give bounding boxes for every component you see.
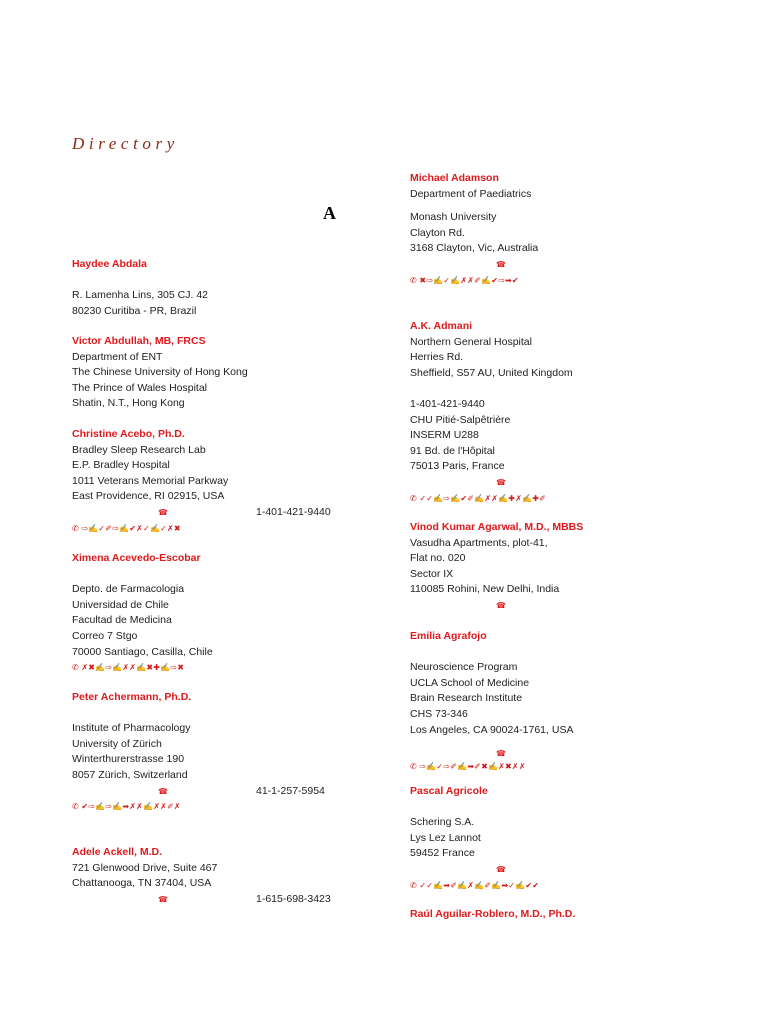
address-line: Bradley Sleep Research Lab xyxy=(72,443,206,456)
directory-entry xyxy=(410,171,710,288)
entry-name: Emilia Agrafojo xyxy=(410,630,487,642)
entry-name: Adele Ackell, M.D. xyxy=(72,846,163,858)
directory-entry xyxy=(72,257,372,319)
address-line: E.P. Bradley Hospital xyxy=(72,459,170,472)
entry-name: Ximena Acevedo-Escobar xyxy=(72,552,201,564)
directory-entry xyxy=(410,784,710,893)
address-line: Flat no. 020 xyxy=(410,552,466,565)
address-line: The Chinese University of Hong Kong xyxy=(72,366,248,379)
address-line: CHU Pitié-Salpêtrière xyxy=(410,413,511,426)
address-line: CHS 73-346 xyxy=(410,707,468,720)
directory-entry xyxy=(410,319,710,506)
address-line: 3168 Clayton, Vic, Australia xyxy=(410,242,539,255)
contact-glyphs: ✆ ✓✓✍➡✐✍✗✍✐✍➡✓✍✔✔ xyxy=(410,880,540,890)
directory-entry xyxy=(72,551,372,676)
phone-icon: ☎ xyxy=(496,749,506,759)
address-line: Herries Rd. xyxy=(410,351,464,364)
phone-icon: ☎ xyxy=(496,259,506,269)
contact-glyphs: ✆ ⇨✍✓⇨✐✍➡✐✖✍✗✖✗✗ xyxy=(410,761,526,771)
directory-entry xyxy=(410,907,710,923)
phone-number: 1-615-698-3423 xyxy=(256,892,331,905)
entry-name: Vinod Kumar Agarwal, M.D., MBBS xyxy=(410,521,584,533)
contact-glyphs: ✆ ✔⇨✍⇨✍➡✗✗✍✗✗✐✗ xyxy=(72,802,181,812)
address-line: Schering S.A. xyxy=(410,816,475,829)
phone-number: 41-1-257-5954 xyxy=(256,784,325,797)
contact-glyphs: ✆ ✓✓✍⇨✍✔✐✍✗✗✍✚✗✍✚✐ xyxy=(410,493,547,503)
section-letter: A xyxy=(323,203,336,223)
address-line: Monash University xyxy=(410,211,497,224)
address-line: 75013 Paris, France xyxy=(410,460,505,473)
directory-entry xyxy=(410,520,710,614)
address-line: 1-401-421-9440 xyxy=(410,397,485,410)
address-line: INSERM U288 xyxy=(410,429,479,442)
address-line: UCLA School of Medicine xyxy=(410,676,530,689)
phone-icon: ☎ xyxy=(496,600,506,610)
directory-entry xyxy=(72,690,372,815)
directory-entry xyxy=(72,427,372,536)
address-line: Sector IX xyxy=(410,567,454,580)
address-line: Correo 7 Stgo xyxy=(72,629,138,642)
address-line: 721 Glenwood Drive, Suite 467 xyxy=(72,861,218,874)
phone-icon: ☎ xyxy=(158,786,168,796)
directory-entry xyxy=(72,845,372,907)
address-line: Sheffield, S57 AU, United Kingdom xyxy=(410,366,573,379)
address-line: 8057 Zürich, Switzerland xyxy=(72,768,188,781)
address-line: 110085 Rohini, New Delhi, India xyxy=(410,583,560,596)
address-line: Department of Paediatrics xyxy=(410,187,532,200)
address-line: Brain Research Institute xyxy=(410,692,523,705)
address-line: 1011 Veterans Memorial Parkway xyxy=(72,474,229,487)
contact-glyphs: ✆ ⇨✍✓✐⇨✍✔✗✓✍✓✗✖ xyxy=(72,523,181,533)
phone-icon: ☎ xyxy=(158,894,168,904)
entry-name: Victor Abdullah, MB, FRCS xyxy=(72,335,206,347)
entry-name: A.K. Admani xyxy=(410,320,473,332)
address-line: 70000 Santiago, Casilla, Chile xyxy=(72,645,213,658)
address-line: Depto. de Farmacologia xyxy=(72,583,185,596)
address-line: Chattanooga, TN 37404, USA xyxy=(72,877,212,890)
phone-icon: ☎ xyxy=(496,864,506,874)
address-line: Universidad de Chile xyxy=(72,598,169,611)
address-line: Lys Lez Lannot xyxy=(410,831,481,844)
address-line: 59452 France xyxy=(410,847,475,860)
address-line: Facultad de Medicina xyxy=(72,614,172,627)
address-line: Department of ENT xyxy=(72,350,163,363)
address-line: Winterthurerstrasse 190 xyxy=(72,753,185,766)
address-line: Clayton Rd. xyxy=(410,226,465,239)
address-line: Los Angeles, CA 90024-1761, USA xyxy=(410,723,574,736)
directory-entry xyxy=(410,629,710,772)
address-line: Vasudha Apartments, plot-41, xyxy=(410,536,548,549)
entry-name: Peter Achermann, Ph.D. xyxy=(72,691,192,703)
phone-icon: ☎ xyxy=(158,507,168,517)
address-line: Northern General Hospital xyxy=(410,335,532,348)
phone-icon: ☎ xyxy=(496,477,506,487)
entry-name: Pascal Agricole xyxy=(410,785,488,797)
entry-name: Christine Acebo, Ph.D. xyxy=(72,428,185,440)
directory-entry xyxy=(72,334,372,412)
entry-name: Raúl Aguilar-Roblero, M.D., Ph.D. xyxy=(410,908,576,920)
contact-glyphs: ✆ ✗✖✍⇨✍✗✗✍✖✚✍⇨✖ xyxy=(72,663,185,673)
contact-glyphs: ✆ ✖⇨✍✓✍✗✗✐✍✔⇨➡✔ xyxy=(410,275,519,285)
page-title: Directory xyxy=(72,134,179,153)
address-line: R. Lamenha Lins, 305 CJ. 42 xyxy=(72,289,208,302)
address-line: East Providence, RI 02915, USA xyxy=(72,490,225,503)
address-line: Institute of Pharmacology xyxy=(72,722,191,735)
address-line: The Prince of Wales Hospital xyxy=(72,381,207,394)
entry-name: Michael Adamson xyxy=(410,172,499,184)
address-line: Shatin, N.T., Hong Kong xyxy=(72,397,185,410)
phone-number: 1-401-421-9440 xyxy=(256,505,331,518)
address-line: Neuroscience Program xyxy=(410,661,518,674)
address-line: University of Zürich xyxy=(72,737,162,750)
address-line: 80230 Curitiba - PR, Brazil xyxy=(72,304,197,317)
address-line: 91 Bd. de l'Hôpital xyxy=(410,444,495,457)
entry-name: Haydee Abdala xyxy=(72,258,147,270)
